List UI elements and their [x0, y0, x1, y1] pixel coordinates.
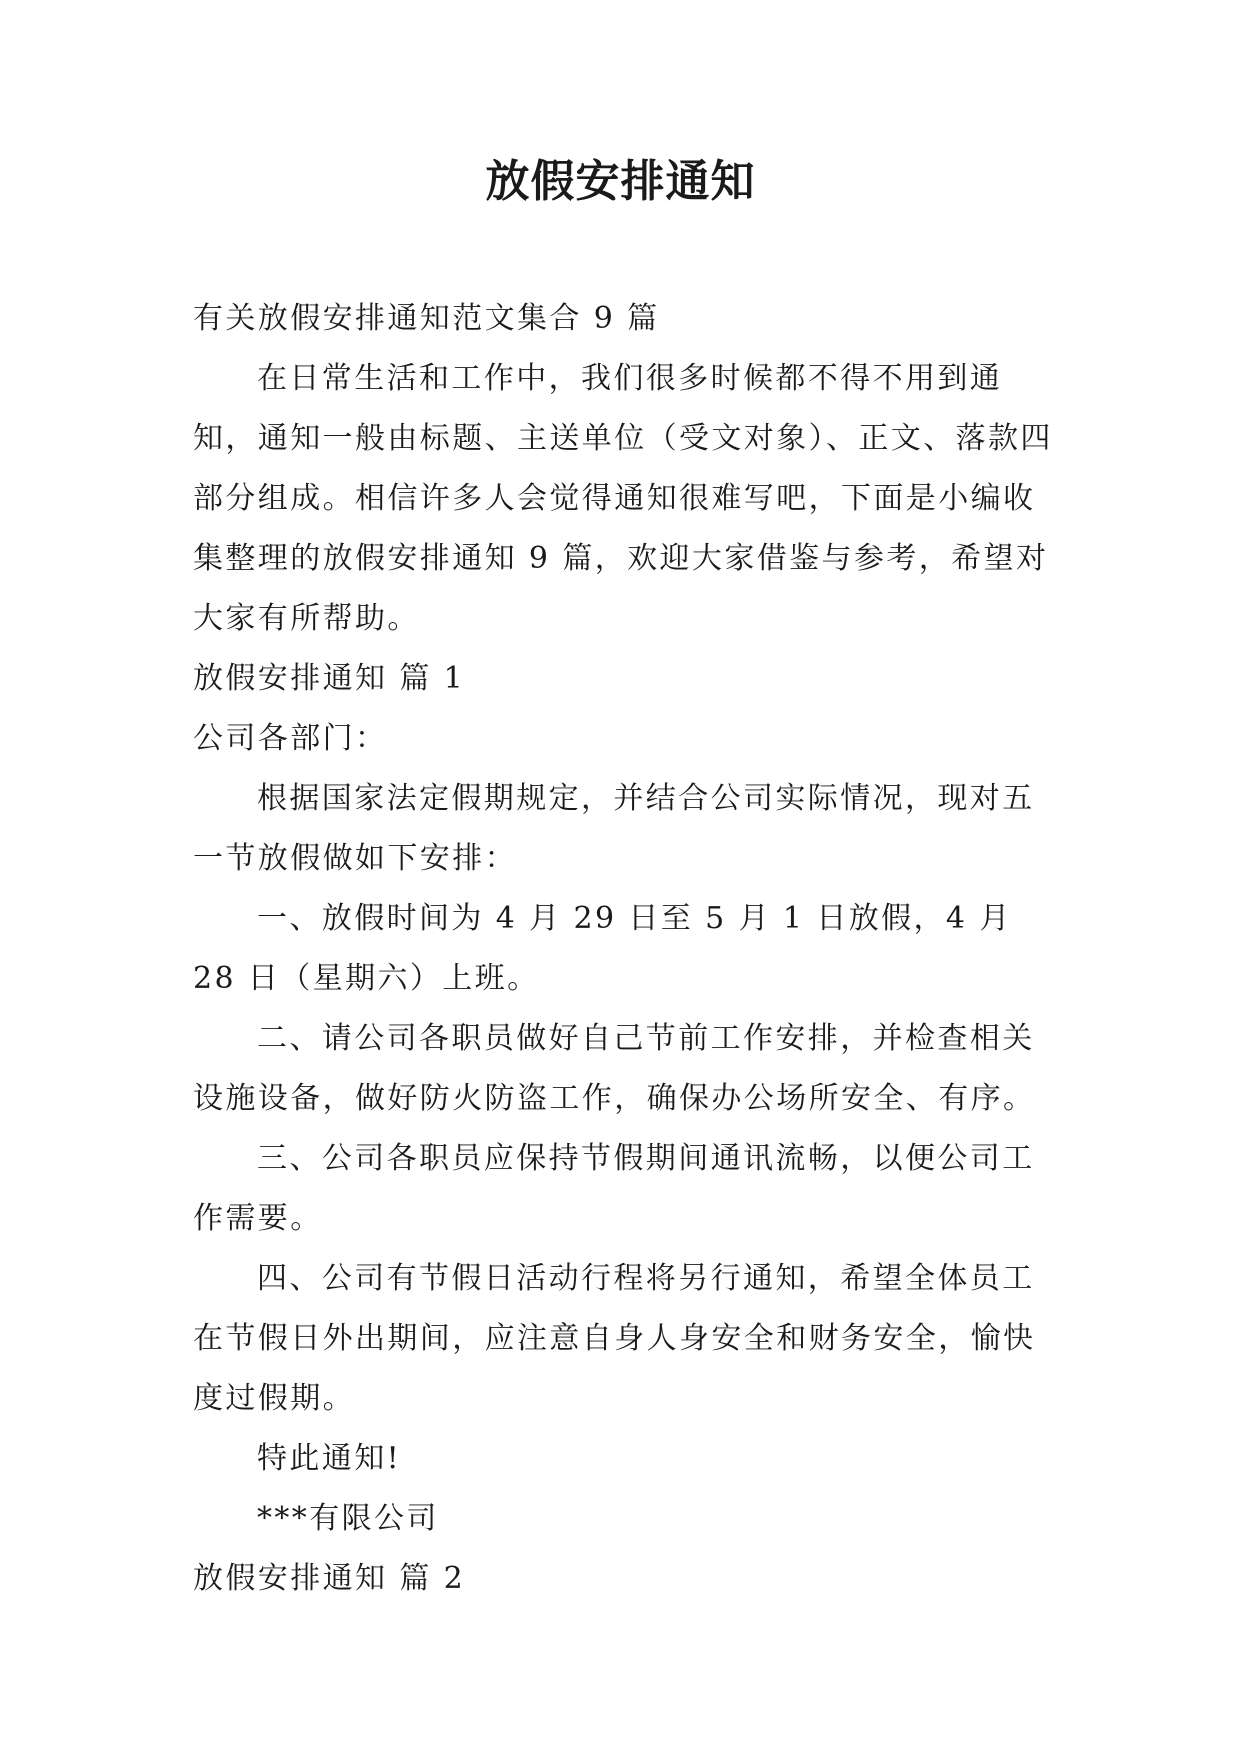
notice-item-1: 一、放假时间为 4 月 29 日至 5 月 1 日放假，4 月 28 日（星期六）上班。	[193, 901, 1012, 996]
notice-preamble: 根据国家法定假期规定，并结合公司实际情况，现对五一节放假做如下安排：	[193, 781, 1035, 876]
notice-item-3: 三、公司各职员应保持节假期间通讯流畅，以便公司工作需要。	[193, 1141, 1035, 1236]
salutation: 公司各部门：	[193, 721, 388, 756]
section-heading-1: 放假安排通知 篇 1	[193, 661, 466, 696]
signature-company: ***有限公司	[257, 1501, 439, 1536]
document-body	[193, 289, 1061, 1609]
closing-remark: 特此通知!	[257, 1441, 402, 1476]
notice-item-2: 二、请公司各职员做好自己节前工作安排，并检查相关设施设备，做好防火防盗工作，确保办公场所安全、有序。	[193, 1021, 1036, 1116]
intro-paragraph: 在日常生活和工作中，我们很多时候都不得不用到通知，通知一般由标题、主送单位（受文对象）、正文、落款四部分组成。相信许多人会觉得通知很难写吧，下面是小编收集整理的放假安排通知 9 篇，欢迎大家借鉴与参考，希望对大家有所帮助。	[193, 361, 1053, 636]
collection-heading: 有关放假安排通知范文集合 9 篇	[193, 301, 660, 336]
notice-item-4: 四、公司有节假日活动行程将另行通知，希望全体员工在节假日外出期间，应注意自身人身安全和财务安全，愉快度过假期。	[193, 1261, 1036, 1416]
document-title: 放假安排通知	[485, 156, 756, 207]
section-heading-2: 放假安排通知 篇 2	[193, 1561, 466, 1596]
